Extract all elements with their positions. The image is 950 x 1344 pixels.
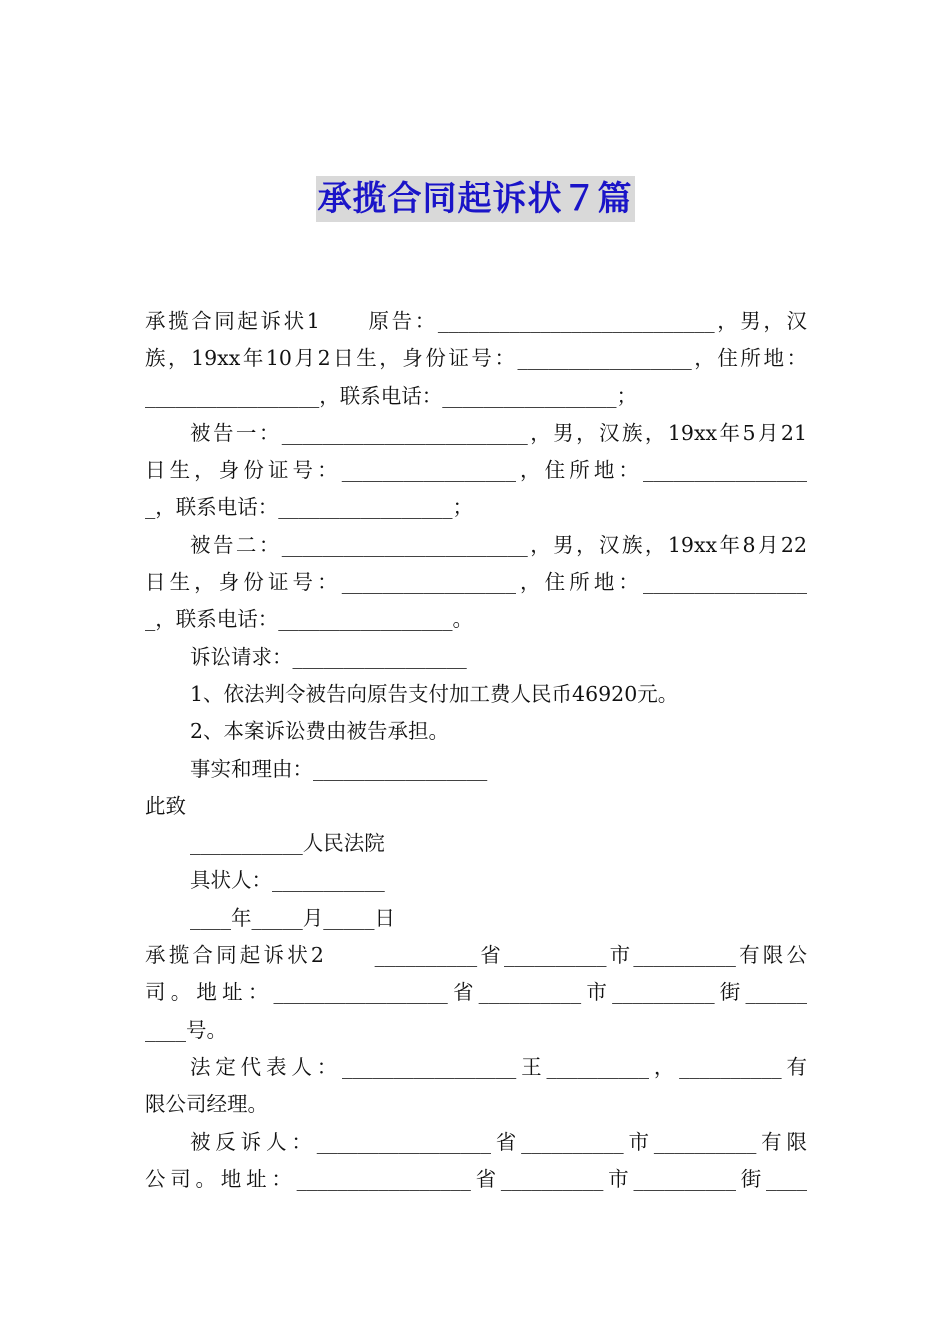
text-line: _________________，联系电话：_________________；: [145, 383, 637, 408]
text-line: 诉讼请求：_________________: [190, 644, 467, 669]
document-title: 承揽合同起诉状７篇: [316, 176, 635, 222]
text-line: 日生，身份证号：_________________，住所地：________________: [145, 458, 807, 483]
text-line: 承揽合同起诉状1 原告：___________________________，男，汉: [145, 309, 807, 333]
text-line: 公司。地址：_________________省__________市__________街____: [145, 1166, 807, 1191]
text-line: 日生，身份证号：_________________，住所地：________________: [145, 570, 807, 595]
text-line: 被反诉人：_________________省__________市__________有限: [190, 1129, 807, 1154]
text-line: 被告二：________________________，男，汉族，19xx年8月22: [190, 532, 807, 557]
text-line: 承揽合同起诉状2 __________省__________市__________有限公: [145, 943, 807, 968]
text-line: 此致: [145, 793, 186, 818]
text-line: 族，19xx年10月2日生，身份证号：_________________，住所地：: [145, 346, 807, 371]
text-line: 具状人：___________: [190, 868, 385, 893]
text-line: 被告一：________________________，男，汉族，19xx年5月21: [190, 420, 807, 445]
text-line: 2、本案诉讼费由被告承担。: [190, 719, 450, 744]
text-line: 司。地址：_________________省__________市__________街______: [145, 980, 807, 1005]
text-line: 限公司经理。: [145, 1092, 268, 1117]
text-line: _，联系电话：_________________；: [145, 495, 473, 520]
text-line: ____号。: [145, 1017, 227, 1042]
document-body: [145, 303, 807, 1198]
text-line: ___________人民法院: [190, 831, 385, 856]
title-container: [0, 176, 950, 222]
text-line: 法定代表人：_________________王__________，__________有: [190, 1054, 807, 1079]
text-line: _，联系电话：_________________。: [145, 607, 473, 632]
text-line: 1、依法判令被告向原告支付加工费人民币46920元。: [190, 681, 679, 706]
text-line: 事实和理由：_________________: [190, 756, 488, 781]
text-line: ____年_____月_____日: [190, 905, 395, 930]
